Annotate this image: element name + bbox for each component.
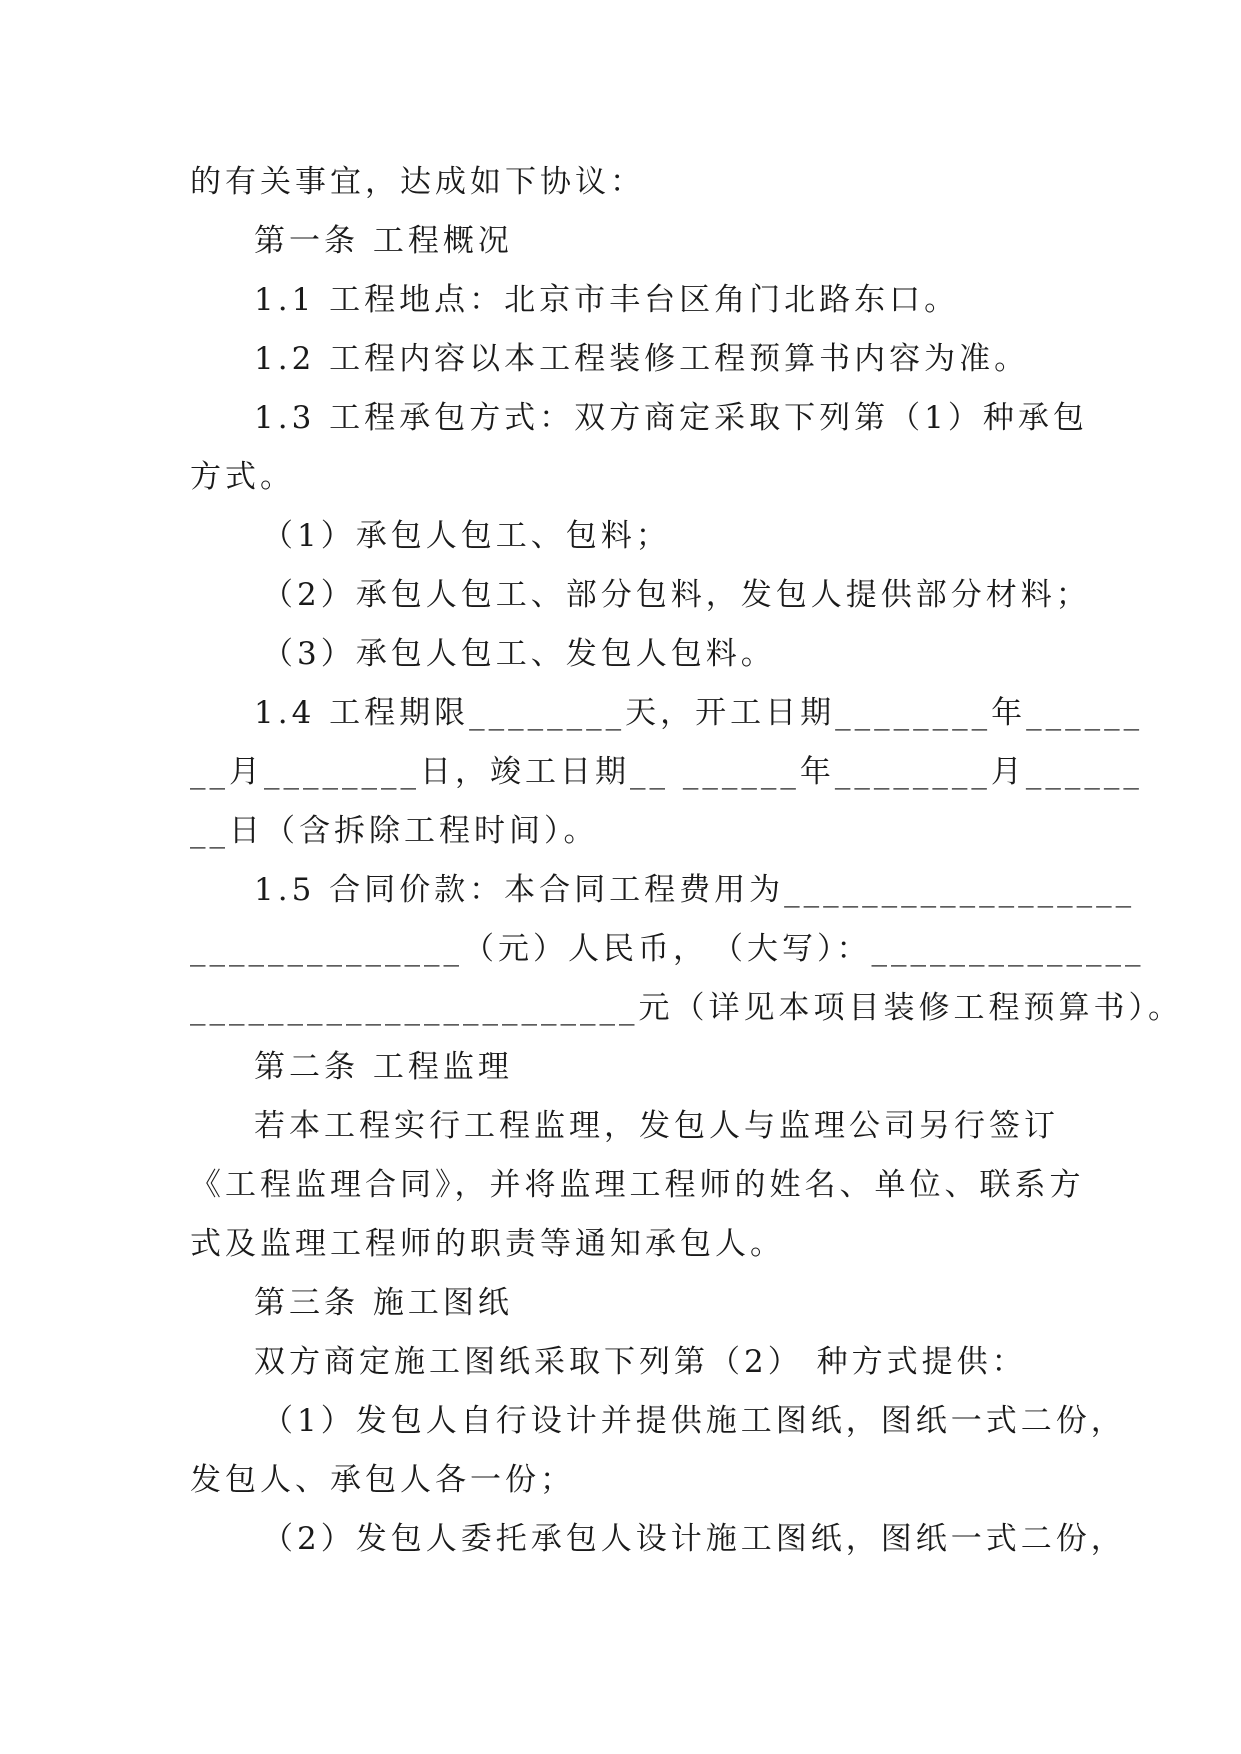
- article-2-paragraph: 若本工程实行工程监理，发包人与监理公司另行签订: [254, 1108, 1059, 1144]
- drawing-option-1: （1）发包人自行设计并提供施工图纸，图纸一式二份，: [262, 1403, 1126, 1439]
- article-2-heading: 第二条 工程监理: [254, 1049, 513, 1085]
- article-3-heading: 第三条 施工图纸: [254, 1285, 513, 1321]
- option-1: （1）承包人包工、包料；: [262, 518, 671, 554]
- option-2: （2）承包人包工、部分包料，发包人提供部分材料；: [262, 577, 1091, 613]
- article-1-heading: 第一条 工程概况: [254, 223, 513, 259]
- clause-1-5-continued: ______________（元）人民币， （大写）：______________: [190, 931, 1145, 967]
- drawing-option-1-continued: 发包人、承包人各一份；: [190, 1462, 575, 1498]
- article-2-paragraph-continued: 《工程监理合同》，并将监理工程师的姓名、单位、联系方: [190, 1167, 1085, 1203]
- clause-1-4-end: __日（含拆除工程时间）。: [190, 813, 599, 849]
- clause-1-2: 1.2 工程内容以本工程装修工程预算书内容为准。: [254, 341, 1030, 377]
- article-2-paragraph-end: 式及监理工程师的职责等通知承包人。: [190, 1226, 785, 1262]
- text-line-agreement-intro: 的有关事宜，达成如下协议：: [190, 164, 645, 200]
- clause-1-4: 1.4 工程期限________天，开工日期________年______: [254, 695, 1144, 731]
- article-3-intro: 双方商定施工图纸采取下列第（2） 种方式提供：: [254, 1344, 1027, 1380]
- clause-1-1: 1.1 工程地点：北京市丰台区角门北路东口。: [254, 282, 960, 318]
- option-3: （3）承包人包工、发包人包料。: [262, 636, 776, 672]
- drawing-option-2: （2）发包人委托承包人设计施工图纸，图纸一式二份，: [262, 1521, 1126, 1557]
- clause-1-3-continued: 方式。: [190, 459, 295, 495]
- clause-1-5-end: _______________________元（详见本项目装修工程预算书）。: [190, 990, 1183, 1026]
- clause-1-4-continued: __月________日，竣工日期__ ______年________月______: [190, 754, 1143, 790]
- clause-1-3: 1.3 工程承包方式：双方商定采取下列第（1）种承包: [254, 400, 1088, 436]
- clause-1-5: 1.5 合同价款：本合同工程费用为__________________: [254, 872, 1136, 908]
